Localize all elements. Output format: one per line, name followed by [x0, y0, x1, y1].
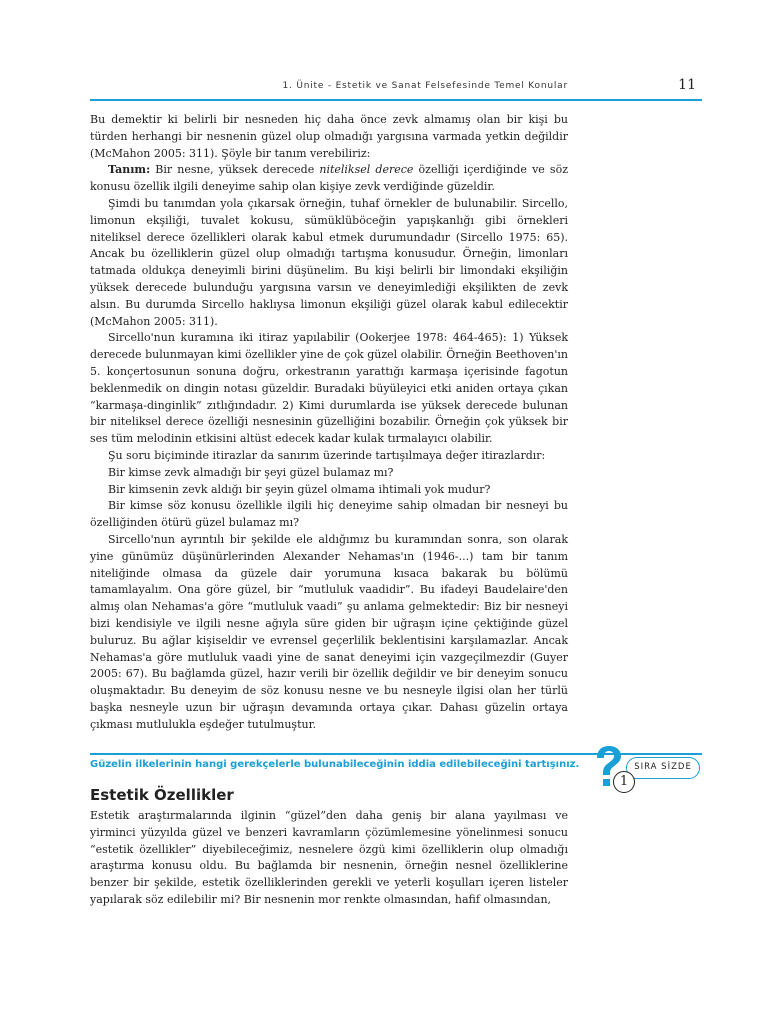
header-rule	[90, 99, 702, 101]
paragraph: Bu demektir ki belirli bir nesneden hiç daha önce zevk almamış olan bir kişi bu türden herhangi bir nesnenin güzel olup olmadığı yargısına varmada yetkin değildir (McMahon 2005: 311). Şöyle bir tanım verebiliriz:	[90, 113, 568, 160]
definition-term: niteliksel derece	[319, 163, 414, 177]
definition-paragraph	[90, 162, 568, 196]
paragraph: Bir kimse söz konusu özellikle ilgili hiç deneyime sahip olmadan bir nesneyi bu özelliğinden ötürü güzel bulamaz mı?	[90, 499, 568, 530]
sira-sizde-badge: SIRA SİZDE	[626, 757, 700, 779]
section-heading: Estetik Özellikler	[90, 786, 234, 804]
paragraph: Estetik araştırmalarında ilginin “güzel”den daha geniş bir alana yayılması ve yirminci yüzyılda güzel ve benzeri kavramların çözümlemesine yönelinmesi sonucu “estetik özellikler” diyebileceğimiz, nesnelere özgü kimi özelliklerin olup olmadığı araştırma konusu oldu. Bu bağlamda bir nesnenin, örneğin nesnel özelliklerine benzer bir şekilde, estetik özelliklerinden gerekli ve yeterli koşulları içeren listeler yapılarak söz edilebilir mi? Bir nesnenin mor renkte olmasından, hafif olmasından,	[90, 809, 568, 906]
paragraph: Bir kimsenin zevk aldığı bir şeyin güzel olmama ihtimali yok mudur?	[108, 482, 491, 496]
definition-text: Bir nesne, yüksek derecede	[150, 163, 320, 177]
running-head: 1. Ünite - Estetik ve Sanat Felsefesinde Temel Konular	[282, 81, 568, 91]
paragraph: Bir kimse zevk almadığı bir şeyi güzel bulamaz mı?	[108, 465, 394, 479]
activity-number-circle: 1	[613, 771, 635, 793]
question-text: Güzelin ilkelerinin hangi gerekçelerle bulunabileceğinin iddia edilebileceğini tartışınız.	[90, 759, 580, 770]
definition-text: özelliği içerdiğinde ve söz konusu özellik ilgili deneyime sahip olan kişiye zevk verdiğinde güzeldir.	[90, 163, 568, 194]
body-text	[90, 112, 568, 733]
paragraph: Şu soru biçiminde itirazlar da sanırım üzerinde tartışılmaya değer itirazlardır:	[108, 448, 546, 462]
section-text	[90, 808, 568, 909]
page-number: 11	[678, 77, 696, 93]
paragraph: Sircello'nun ayrıntılı bir şekilde ele aldığımız bu kuramından sonra, son olarak yine günümüz düşünürlerinden Alexander Nehamas'ın (1946-...) tam bir tanım niteliğinde olmasa da güzele dair yorumuna kısaca bakarak bu bölümü tamamlayalım. Ona göre güzel, bir “mutluluk vaadidir”. Bu ifadeyi Baudelaire'den almış olan Nehamas'a göre “mutluluk vaadi” şu anlama gelmektedir: Biz bir nesneyi bizi kendisiyle ve ilgili nesne ağıyla süre giden bir uğraşın içine çektiğinde güzel buluruz. Bu ağlar kişiseldir ve evrensel geçerlilik beklentisini karşılamazlar. Ancak Nehamas'a göre mutluluk vaadi yine de sanat deneyimi için vazgeçilmezdir (Guyer 2005: 67). Bu bağlamda güzel, hazır verili bir özellik değildir ve bir deneyim sonucu oluşmaktadır. Bu deneyim de söz konusu nesne ve bu nesneyle ilgisi olan her türlü başka nesneyle uzun bir uğraşın devamında ortaya çıkar. Dahası güzelin ortaya çıkması mutlulukla eşdeğer tutulmuştur.	[90, 532, 568, 731]
paragraph: Sircello'nun kuramına iki itiraz yapılabilir (Ookerjee 1978: 464-465): 1) Yüksek derecede bulunmayan kimi özellikler yine de çok güzel olabilir. Örneğin Beethoven'ın 5. konçertosunun sonuna doğru, orkestranın yarattığı karmaşa içerisinde fagotun beklenmedik on dingin notası güzeldir. Buradaki büyüleyici etki aniden ortaya çıkan “karmaşa-dinginlik” zıtlığındadır. 2) Kimi durumlarda ise yüksek derecede bulunan bir niteliksel derece özelliği nesnesinin güzelliğini bozabilir. Örneğin çok yüksek bir ses tüm melodinin etkisini altüst edecek kadar kulak tırmalayıcı olabilir.	[90, 331, 568, 446]
paragraph: Şimdi bu tanımdan yola çıkarsak örneğin, tuhaf örnekler de bulunabilir. Sircello, limonun ekşiliği, tuvalet kokusu, sümüklüböceğin yapışkanlığı gibi örnekleri niteliksel derece özellikleri olarak kabul etmek durumundadır (Sircello 1975: 65). Ancak bu özelliklerin güzel olup olmadığı tartışma konusudur. Örneğin, limonları tatmada oldukça deneyimli birini düşünelim. Bu kişi belirli bir limondaki ekşiliğin yüksek derecede bulunduğu yargısına varsın ve deneyimlediği ekşilikten de zevk alsın. Bu durumda Sircello haklıysa limonun ekşiliği güzel olarak kabul edilecektir (McMahon 2005: 311).	[90, 196, 568, 328]
definition-label: Tanım:	[108, 163, 151, 177]
